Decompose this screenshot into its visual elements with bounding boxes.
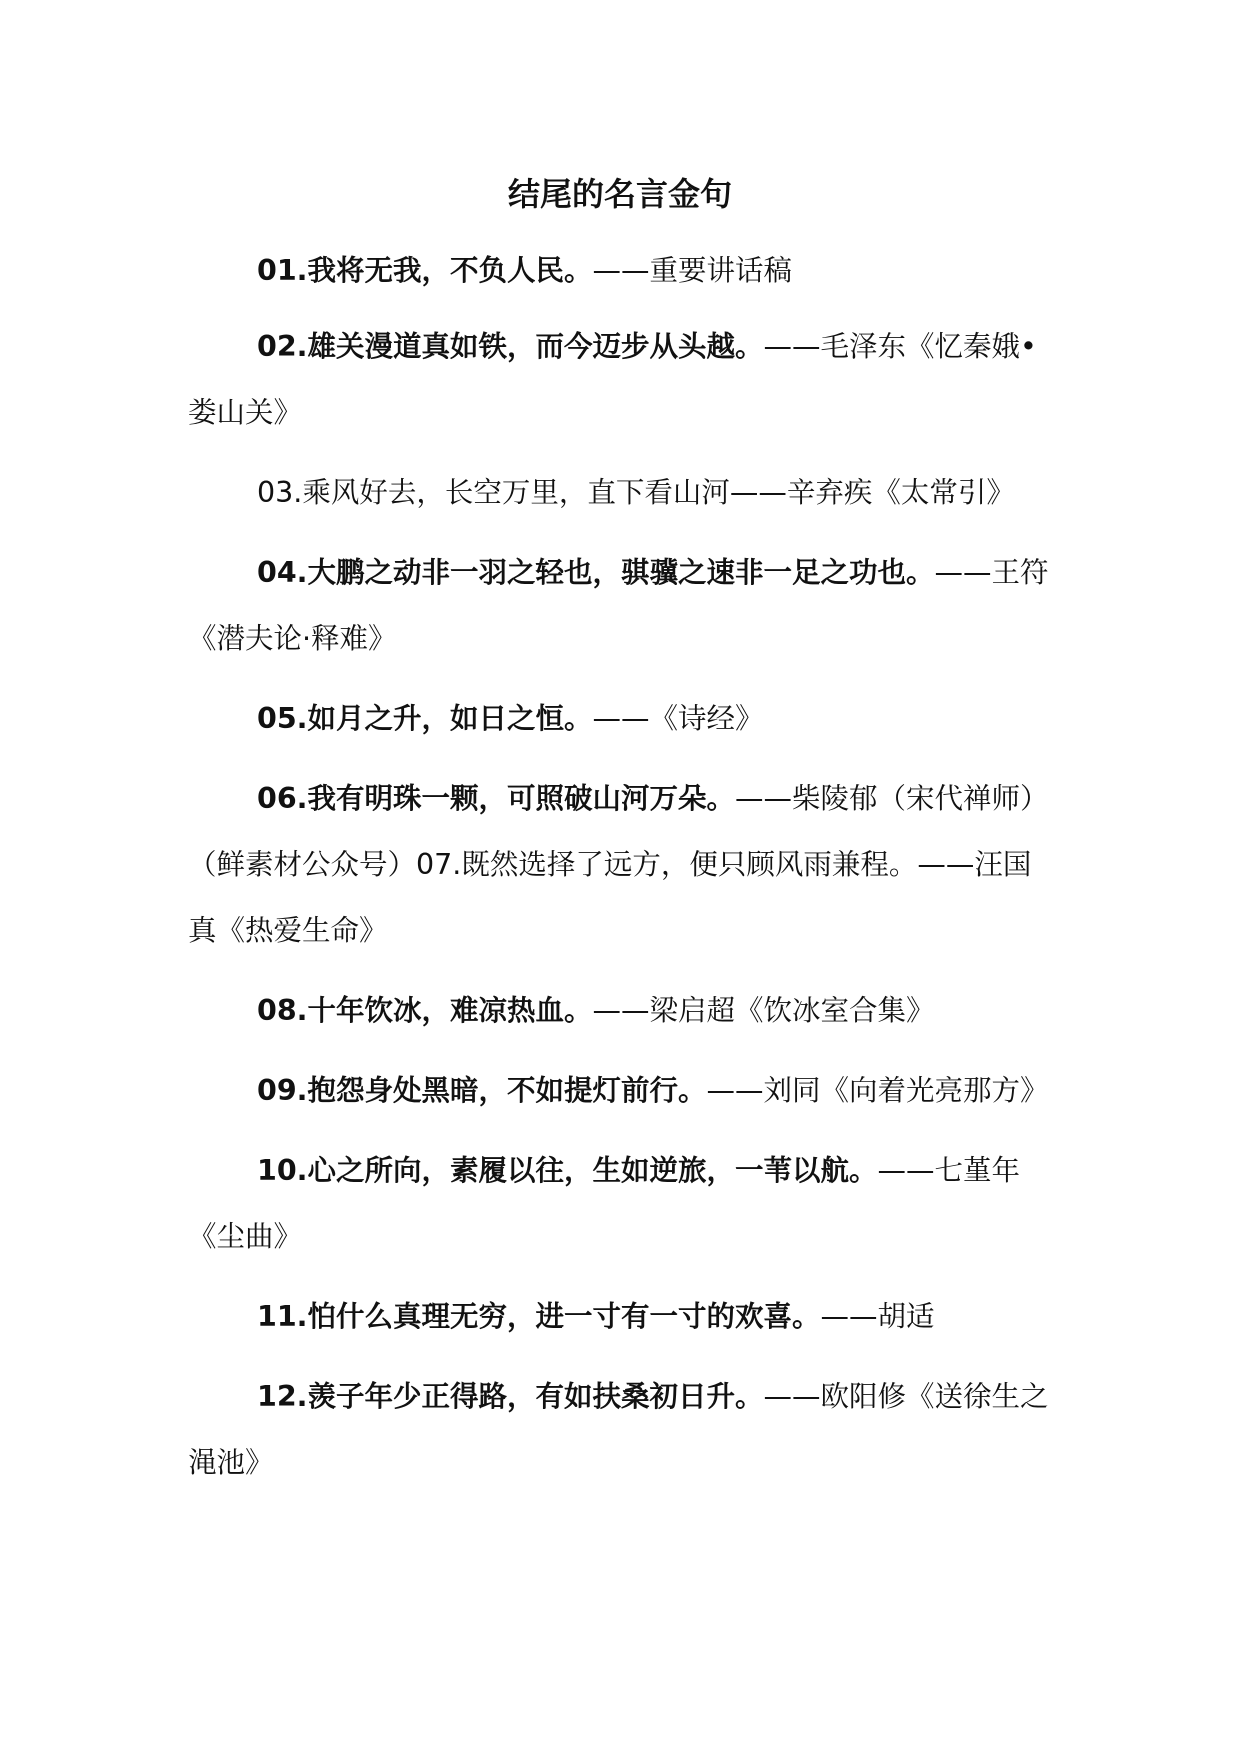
quote-text: 08.十年饮冰，难凉热血。 [257,994,593,1027]
quote-entry-03 [188,460,1056,526]
quote-source: ——毛泽东《忆秦娥•娄山关》 [188,330,1037,429]
quote-source: ——刘同《向着光亮那方》 [706,1074,1049,1107]
quote-source: ——《诗经》 [592,702,764,735]
quote-entry-04 [188,540,1056,672]
document-title: 结尾的名言金句 [507,175,732,213]
quote-text: 09.抱怨身处黑暗，不如提灯前行。 [257,1074,707,1107]
quote-source: ——梁启超《饮冰室合集》 [592,994,935,1027]
quote-source: ——柴陵郁（宋代禅师）（鲜素材公众号）07.既然选择了远方，便只顾风雨兼程。——汪国真《热爱生命》 [188,782,1049,947]
quote-entry-05 [188,686,1056,752]
quote-text: 01.我将无我，不负人民。 [257,254,593,287]
quote-entry-02 [188,314,1056,446]
quote-text: 12.羡子年少正得路，有如扶桑初日升。 [257,1380,764,1413]
quote-entry-01 [188,238,1056,304]
quote-text: 11.怕什么真理无穷，进一寸有一寸的欢喜。 [257,1300,821,1333]
quote-entry-09 [188,1058,1056,1124]
quote-entry-12 [188,1364,1056,1496]
quote-text: 05.如月之升，如日之恒。 [257,702,593,735]
quote-source: ——七堇年《尘曲》 [188,1154,1021,1253]
quote-entry-06 [188,766,1056,964]
quote-source: ——王符《潜夫论·释难》 [188,556,1049,655]
quote-source: ——重要讲话稿 [592,254,793,287]
quote-text: 10.心之所向，素履以往，生如逆旅，一苇以航。 [257,1154,878,1187]
quote-text: 04.大鹏之动非一羽之轻也，骐骥之速非一足之功也。 [257,556,935,589]
quote-entry-11 [188,1284,1056,1350]
quote-text: 06.我有明珠一颗，可照破山河万朵。 [257,782,735,815]
quote-source: ——胡适 [820,1300,935,1333]
quote-text: 02.雄关漫道真如铁，而今迈步从头越。 [257,330,764,363]
quote-entry-08 [188,978,1056,1044]
quote-source: ——欧阳修《送徐生之渑池》 [188,1380,1049,1479]
quote-source: 03.乘风好去，长空万里，直下看山河——辛弃疾《太常引》 [257,476,1015,509]
quote-list [188,238,1056,1496]
quote-entry-10 [188,1138,1056,1270]
